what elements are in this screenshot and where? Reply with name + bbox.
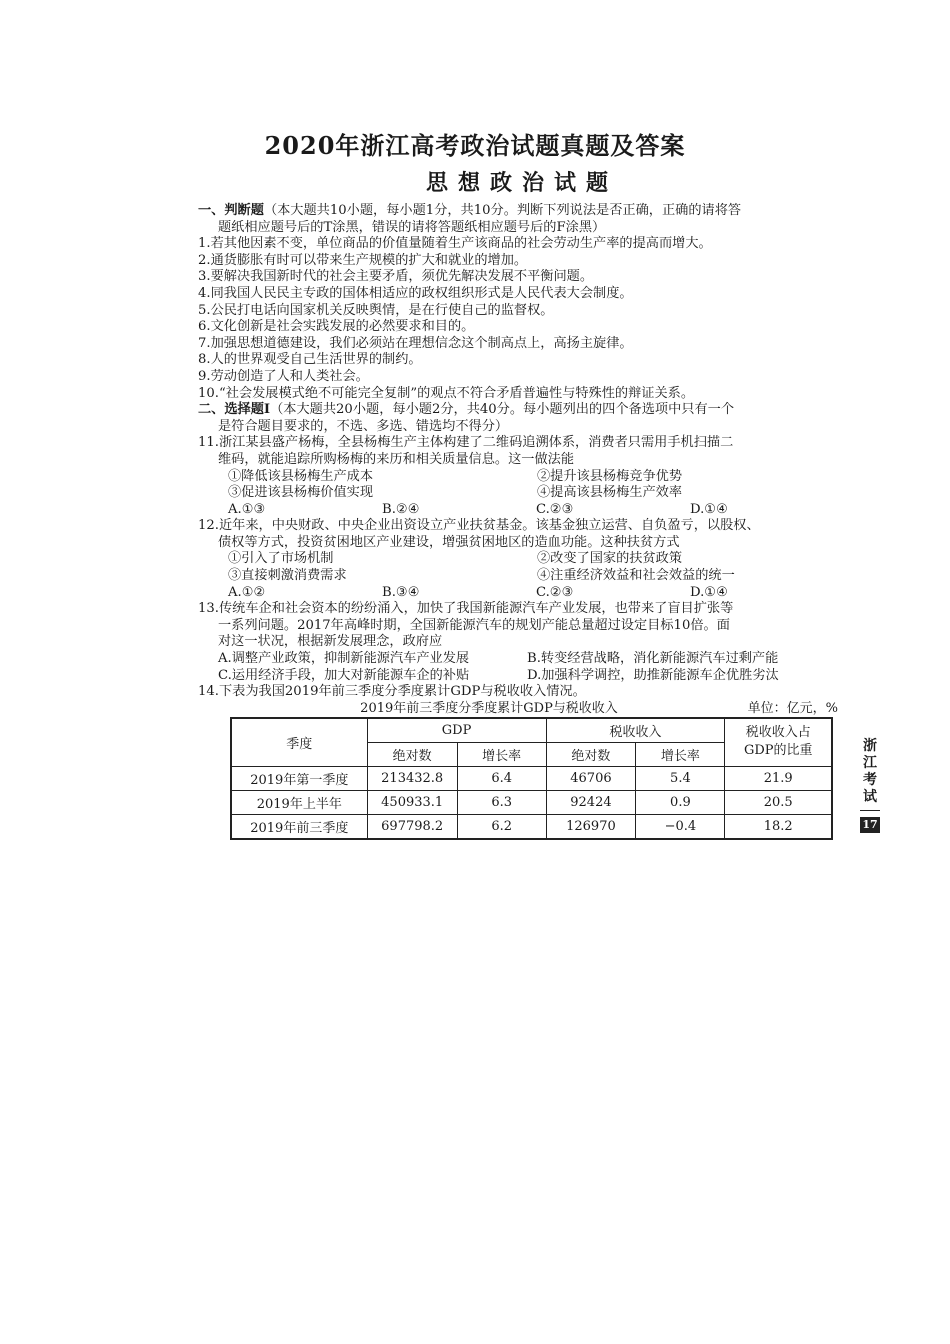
q11-stem-cont: 维码，就能追踪所购杨梅的来历和相关质量信息。这一做法能: [218, 451, 575, 467]
table-row: [231, 790, 832, 814]
section2-desc: （本大题共20小题，每小题2分，共40分。每小题列出的四个备选项中只有一个: [270, 402, 735, 418]
judge-item: 1.若其他因素不变，单位商品的价值量随着生产该商品的社会劳动生产率的提高而增大。: [198, 236, 712, 252]
judge-item: 9.劳动创造了人和人类社会。: [198, 368, 369, 384]
side-tab-char: 试: [863, 789, 877, 805]
section2-heading: 二、选择题Ⅰ: [198, 402, 271, 418]
judge-item: 4.同我国人民民主专政的国体相适应的政权组织形式是人民代表大会制度。: [198, 285, 633, 301]
cell-tax: 92424: [546, 790, 636, 814]
cell-ratio: 21.9: [725, 766, 832, 790]
cell-tax-growth: 0.9: [636, 790, 725, 814]
exam-page: [198, 162, 846, 834]
q12-stem: 12.近年来，中央财政、中央企业出资设立产业扶贫基金。该基金独立运营、自负盈亏，以股权、: [198, 518, 760, 534]
section1-desc: （本大题共10小题，每小题1分，共10分。判断下列说法是否正确，正确的请将答: [263, 203, 742, 218]
q12-opt4: ④注重经济效益和社会效益的统一: [537, 568, 735, 584]
q11-options: [198, 485, 846, 502]
cell-quarter: 2019年前三季度: [231, 814, 367, 839]
q13-choice-c: C.运用经济手段，加大对新能源车企的补贴: [218, 667, 470, 683]
q11-stem: 11.浙江某县盛产杨梅，全县杨梅生产主体构建了二维码追溯体系，消费者只需用手机扫描二: [198, 435, 734, 451]
table-caption: 2019年前三季度分季度累计GDP与税收收入: [360, 700, 618, 716]
cell-quarter: 2019年上半年: [231, 790, 367, 814]
header-ratio: [725, 718, 832, 767]
cell-quarter: 2019年第一季度: [231, 766, 367, 790]
q11-opt1: ①降低该县杨梅生产成本: [228, 468, 374, 484]
q11-opt3: ③促进该县杨梅价值实现: [228, 485, 374, 501]
side-tab-char: 浙: [863, 738, 877, 754]
cell-gdp-growth: 6.3: [457, 790, 546, 814]
judge-item: 3.要解决我国新时代的社会主要矛盾，须优先解决发展不平衡问题。: [198, 269, 594, 285]
page-number: 17: [860, 817, 880, 833]
q13-stem-cont: 对这一状况，根据新发展理念，政府应: [218, 634, 443, 650]
q12-opt2: ②改变了国家的扶贫政策: [537, 551, 683, 567]
q13-choice-b: B.转变经营战略，消化新能源汽车过剩产能: [527, 651, 779, 667]
q13-stem: 13.传统车企和社会资本的纷纷涌入，加快了我国新能源汽车产业发展，也带来了盲目扩张等: [198, 601, 734, 617]
gdp-tax-table: [230, 717, 833, 840]
judge-item: 7.加强思想道德建设，我们必须站在理想信念这个制高点上，高扬主旋律。: [198, 335, 633, 351]
q11-choices: [198, 502, 846, 519]
header-ratio-line2: GDP的比重: [743, 743, 813, 759]
table-row: [231, 766, 832, 790]
section2-desc-cont: 是符合题目要求的，不选、多选、错选均不得分）: [218, 418, 509, 434]
header-tax: 税收收入: [546, 718, 725, 743]
judge-item: 2.通货膨胀有时可以带来生产规模的扩大和就业的增加。: [198, 252, 528, 268]
q12-choice-d: D.①④: [690, 584, 728, 600]
header-gdp-abs: 绝对数: [367, 742, 457, 766]
judge-item: 8.人的世界观受自己生活世界的制约。: [198, 352, 422, 368]
header-quarter: 季度: [231, 718, 367, 767]
header-gdp: GDP: [367, 718, 546, 743]
q14-stem: 14.下表为我国2019年前三季度分季度累计GDP与税收收入情况。: [198, 684, 586, 700]
q12-opt1: ①引入了市场机制: [228, 551, 334, 567]
q12-opt3: ③直接刺激消费需求: [228, 568, 347, 584]
exam-title: 思想政治试题: [425, 170, 618, 196]
q13-choice-a: A.调整产业政策，抑制新能源汽车产业发展: [218, 651, 470, 667]
q12-options: [198, 568, 846, 585]
table-unit: 单位：亿元，%: [747, 700, 838, 716]
cell-gdp: 213432.8: [367, 766, 457, 790]
section1-header: [198, 203, 846, 220]
judge-item: 6.文化创新是社会实践发展的必然要求和目的。: [198, 319, 475, 335]
q13-stem-cont: 一系列问题。2017年高峰时期，全国新能源汽车的规划产能总量超过设定目标10倍。面: [218, 617, 730, 633]
cell-gdp: 697798.2: [367, 814, 457, 839]
q13-options: [198, 668, 846, 685]
q12-choices: [198, 585, 846, 602]
q11-opt4: ④提高该县杨梅生产效率: [537, 485, 683, 501]
cell-tax-growth: 5.4: [636, 766, 725, 790]
side-tab-char: 江: [863, 755, 877, 771]
section2-header: [198, 402, 846, 419]
side-tab: [860, 738, 880, 833]
table-caption-row: [198, 701, 846, 717]
cell-ratio: 18.2: [725, 814, 832, 839]
q13-options: [198, 651, 846, 668]
header-gdp-growth: 增长率: [457, 742, 546, 766]
cell-ratio: 20.5: [725, 790, 832, 814]
header-tax-growth: 增长率: [636, 742, 725, 766]
q13-choice-d: D.加强科学调控，助推新能源车企优胜劣汰: [527, 667, 779, 683]
header-tax-abs: 绝对数: [546, 742, 636, 766]
cell-tax: 46706: [546, 766, 636, 790]
q11-choice-a: A.①③: [228, 501, 266, 517]
header-ratio-line1: 税收收入占: [745, 725, 811, 741]
cell-gdp-growth: 6.4: [457, 766, 546, 790]
document-title: 2020年浙江高考政治试题真题及答案: [264, 131, 686, 160]
q11-choice-b: B.②④: [382, 501, 420, 517]
judge-item: 10.“社会发展模式绝不可能完全复制”的观点不符合矛盾普遍性与特殊性的辩证关系。: [198, 385, 695, 401]
q12-choice-a: A.①②: [228, 584, 266, 600]
judge-item: 5.公民打电话向国家机关反映舆情，是在行使自己的监督权。: [198, 302, 554, 318]
q11-options: [198, 469, 846, 486]
q11-choice-c: C.②③: [536, 501, 574, 517]
section1-desc-cont: 题纸相应题号后的T涂黑，错误的请将答题纸相应题号后的F涂黑）: [218, 219, 606, 235]
table-row: [231, 814, 832, 839]
section1-heading: 一、判断题: [198, 203, 264, 218]
cell-tax-growth: −0.4: [636, 814, 725, 839]
q11-opt2: ②提升该县杨梅竞争优势: [537, 468, 683, 484]
q11-choice-d: D.①④: [690, 501, 728, 517]
cell-gdp: 450933.1: [367, 790, 457, 814]
side-tab-char: 考: [863, 772, 877, 788]
q12-stem-cont: 债权等方式，投资贫困地区产业建设，增强贫困地区的造血功能。这种扶贫方式: [218, 534, 680, 550]
side-tab-divider: [860, 810, 880, 811]
q12-options: [198, 551, 846, 568]
q12-choice-c: C.②③: [536, 584, 574, 600]
q12-choice-b: B.③④: [382, 584, 420, 600]
cell-gdp-growth: 6.2: [457, 814, 546, 839]
cell-tax: 126970: [546, 814, 636, 839]
